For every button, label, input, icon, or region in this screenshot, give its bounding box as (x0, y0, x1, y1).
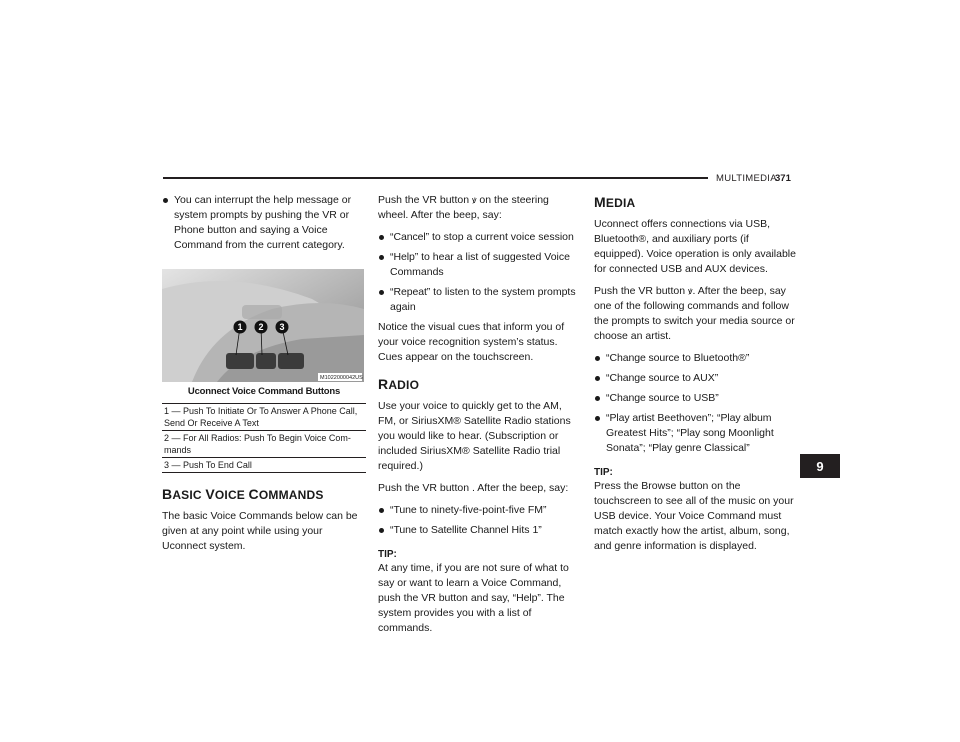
header-rule (163, 177, 708, 179)
figure-legend (162, 403, 366, 473)
steering-wheel-figure (162, 269, 364, 382)
tip-label-radio: TIP: (378, 549, 397, 560)
bullet-source-usb: “Change source to USB” (594, 391, 800, 406)
heading-media: MEDIA (594, 194, 636, 210)
bullet-source-bluetooth: “Change source to Bluetooth®” (594, 351, 800, 366)
media-text: Uconnect offers connections via USB, Bluetooth®, and auxiliary ports (if equipped). Voice operation is only available for connected USB and AUX devices. (594, 218, 796, 275)
marker-2-label: 2 (258, 322, 264, 332)
figure-caption: Uconnect Voice Command Buttons (187, 386, 341, 397)
bullet-tune-satellite: “Tune to Satellite Channel Hits 1” (378, 523, 582, 538)
basic-commands-text: The basic Voice Commands below can be given at any point while using your Uconnect system. (162, 510, 358, 552)
steering-wheel-illustration (162, 269, 364, 382)
column-2 (378, 193, 582, 643)
column-3 (594, 193, 800, 561)
tip-label-media: TIP: (594, 467, 613, 478)
radio-push-text: Push the VR button . After the beep, say: (378, 482, 569, 494)
marker-3-label: 3 (279, 322, 285, 332)
bullet-interrupt-help: You can interrupt the help message or system prompts by pushing the VR or Phone button and saying a Voice Command from the current category. (162, 193, 366, 253)
chapter-tab: 9 (800, 454, 840, 478)
running-header-section: MULTIMEDIA (716, 173, 777, 184)
vr-button-icon-media: ꝟ (687, 286, 693, 296)
vr-button-icon: ꝟ (471, 195, 477, 205)
legend-item-3: 3 — Push To End Call (162, 458, 366, 473)
tip-text-radio: At any time, if you are not sure of what to say or want to learn a Voice Command, push the VR button and say, “Help”. The system provides you with a list of commands. (378, 562, 569, 634)
column-1 (162, 193, 366, 561)
tip-text-media: Press the Browse button on the touchscreen to see all of the music on your USB device. Your Voice Command must match exactly how the artist, album, song, and genre information is displayed. (594, 480, 794, 552)
radio-text: Use your voice to quickly get to the AM, FM, or SiriusXM® Satellite Radio stations you would like to hear. (Subscription or included SiriusXM® Satellite Radio trial required.) (378, 400, 571, 472)
bullet-cancel: “Cancel” to stop a current voice session (378, 230, 582, 245)
vr-intro: Push the VR button ꝟ on the steering wheel. After the beep, say: (378, 194, 549, 221)
bullet-help: “Help” to hear a list of suggested Voice Commands (378, 250, 582, 280)
legend-item-2: 2 — For All Radios: Push To Begin Voice Com-mands (162, 431, 366, 458)
page-number: 371 (775, 173, 791, 184)
visual-cues-text: Notice the visual cues that inform you of your voice recognition system’s status. Cues appear on the touchscreen. (378, 321, 565, 363)
bullet-tune-to: “Tune to ninety-five-point-five FM” (378, 503, 582, 518)
bullet-play-artist: “Play artist Beethoven”; “Play album Greatest Hits”; “Play song Moonlight Sonata”; “Play genre Classical” (594, 411, 800, 456)
media-push-text: Push the VR button ꝟ. After the beep, say one of the following commands and follow the prompts to switch your media source or choose an artist. (594, 285, 795, 342)
figure-code: M1022000042US (320, 375, 363, 381)
marker-1-label: 1 (237, 322, 243, 332)
heading-radio: RADIO (378, 376, 420, 392)
bullet-repeat: “Repeat” to listen to the system prompts again (378, 285, 582, 315)
legend-item-1: 1 — Push To Initiate Or To Answer A Phone Call, Send Or Receive A Text (162, 404, 366, 431)
bullet-source-aux: “Change source to AUX” (594, 371, 800, 386)
heading-basic-voice-commands: BASIC VOICE COMMANDS (162, 486, 324, 502)
